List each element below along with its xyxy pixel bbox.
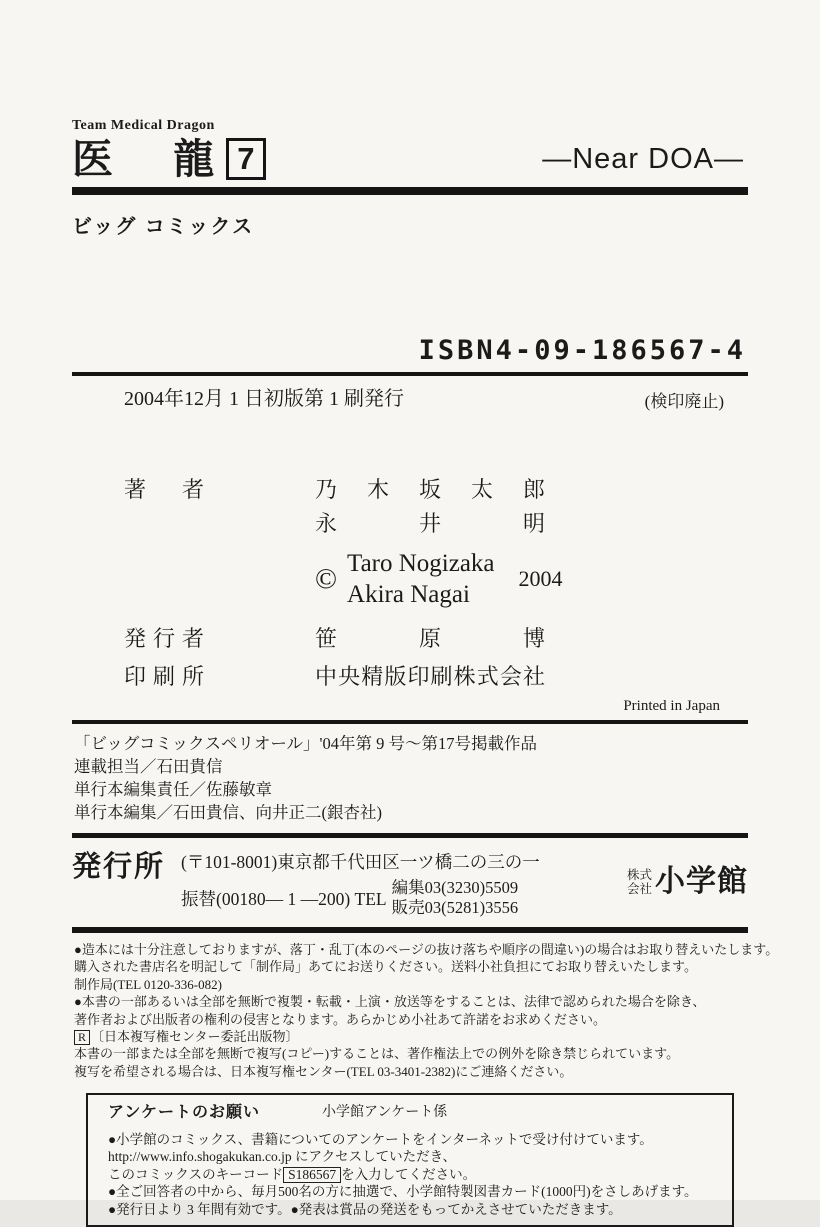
notice-line: 複写を希望される場合は、日本複写権センター(TEL 03-3401-2382)にご連絡ください。 xyxy=(74,1063,573,1079)
page-content xyxy=(72,0,779,1227)
questionnaire-line: http://www.info.shogakukan.co.jp にアクセスしていただき、 xyxy=(108,1149,457,1165)
legal-notices xyxy=(72,933,779,1084)
office-contact-row xyxy=(181,878,540,918)
corporation-prefix xyxy=(627,868,652,896)
edition-row xyxy=(72,376,748,413)
rights-center-text: 〔日本複写権センター委託出版物〕 xyxy=(91,1029,299,1045)
office-details xyxy=(181,849,540,918)
author-name-1: 乃 木 坂 太 郎 xyxy=(315,477,545,502)
author-row-2 xyxy=(124,509,748,539)
questionnaire-title: アンケートのお願い xyxy=(108,1104,261,1122)
imprint-label: ビッグ コミックス xyxy=(72,216,255,238)
questionnaire-dept: 小学館アンケート係 xyxy=(322,1105,448,1121)
book-title: 医 龍 xyxy=(72,135,215,182)
tel-sales: 販売03(5281)3556 xyxy=(391,898,519,917)
credit-line: 単行本編集責任／佐藤敏章 xyxy=(74,780,272,799)
copyright-name-2: Akira Nagai xyxy=(347,581,470,608)
credit-line: 単行本編集／石田貴信、向井正二(銀杏社) xyxy=(74,803,382,822)
serialization-credits xyxy=(72,724,748,833)
printer-label: 印刷所 xyxy=(124,664,204,689)
notice-line: 購入された書店名を明記して「制作局」あてにお送りください。送料小社負担にてお取り替えいたします。 xyxy=(74,959,697,975)
printer-name: 中央精版印刷株式会社 xyxy=(315,664,545,689)
publisher-name: 笹 原 博 xyxy=(315,626,545,651)
copyright-year: 2004 xyxy=(518,566,563,591)
copyright-names xyxy=(347,548,495,610)
office-label: 発行所 xyxy=(72,851,166,883)
questionnaire-line: ●全ご回答者の中から、毎月500名の方に抽選で、小学館特製図書カード(1000円)をさしあげます。 xyxy=(108,1184,698,1200)
notice-line: 制作局(TEL 0120-336-082) xyxy=(74,976,222,992)
notice-line: 著作者および出版者の権利の侵害となります。あらかじめ小社あて許諾をお求めください。 xyxy=(74,1011,606,1027)
tel-editorial: 編集03(3230)5509 xyxy=(391,878,519,897)
author-name-2: 永 井 明 xyxy=(315,511,545,536)
volume-number-box: 7 xyxy=(226,138,265,180)
questionnaire-header xyxy=(108,1104,722,1122)
title-row xyxy=(72,136,748,182)
keycode-suffix: を入力してください。 xyxy=(341,1166,477,1182)
printed-in-japan: Printed in Japan xyxy=(623,698,720,714)
colophon-block xyxy=(72,475,748,692)
notice-line: 本書の一部または全部を無断で複写(コピー)することは、著作権法上での例外を除き禁じられています。 xyxy=(74,1046,680,1062)
author-label: 著 者 xyxy=(124,477,204,502)
notice-line: ●造本には十分注意しておりますが、落丁・乱丁(本のページの抜け落ちや順序の間違い)の場合はお取り替えいたします。 xyxy=(74,942,779,957)
publisher-label: 発行者 xyxy=(124,626,204,651)
credit-line: 「ビッグコミックスペリオール」'04年第 9 号～第17号掲載作品 xyxy=(74,734,537,753)
postal-transfer: 振替(00180— 1 —200) TEL xyxy=(181,888,387,909)
keycode-prefix: このコミックスのキーコード xyxy=(108,1166,284,1182)
corp-line-2: 会社 xyxy=(626,882,652,896)
questionnaire-line: ●小学館のコミックス、書籍についてのアンケートをインターネットで受け付けています。 xyxy=(108,1131,653,1147)
edition-date: 2004年12月 1 日初版第 1 刷発行 xyxy=(124,388,404,410)
series-english-title: Team Medical Dragon xyxy=(72,118,215,133)
company-name: 小学館 xyxy=(655,865,748,898)
copyright-icon: © xyxy=(315,562,338,595)
notice-line-rights-center xyxy=(74,1028,748,1045)
copyright-block xyxy=(315,548,748,610)
questionnaire-line: ●発行日より 3 年間有効です。●発表は賞品の発送をもってかえさせていただきます。 xyxy=(108,1201,622,1217)
isbn: ISBN4-09-186567-4 xyxy=(418,335,746,366)
publishing-office-block xyxy=(72,838,748,927)
author-row xyxy=(124,475,748,505)
corp-line-1: 株式 xyxy=(626,868,652,882)
questionnaire-keycode-line xyxy=(108,1166,722,1184)
publisher-row xyxy=(124,624,748,654)
copyright-name-1: Taro Nogizaka xyxy=(347,550,495,577)
telephone-numbers xyxy=(392,878,519,918)
questionnaire-box xyxy=(86,1093,734,1227)
registered-mark-icon: R xyxy=(74,1030,90,1045)
printer-row xyxy=(124,662,748,692)
stamp-abolished-note: (検印廃止) xyxy=(644,391,724,411)
company-block xyxy=(627,849,748,899)
title-rule xyxy=(72,187,748,195)
notice-line: ●本書の一部あるいは全部を無断で複製・転載・上演・放送等をすることは、法律で認められた場合を除き、 xyxy=(74,994,706,1010)
office-address: (〒101-8001)東京都千代田区一ツ橋二の三の一 xyxy=(181,852,540,872)
subtitle: —Near DOA— xyxy=(542,142,744,175)
credit-line: 連載担当／石田貴信 xyxy=(74,757,223,776)
keycode-value: S186567 xyxy=(283,1167,341,1183)
